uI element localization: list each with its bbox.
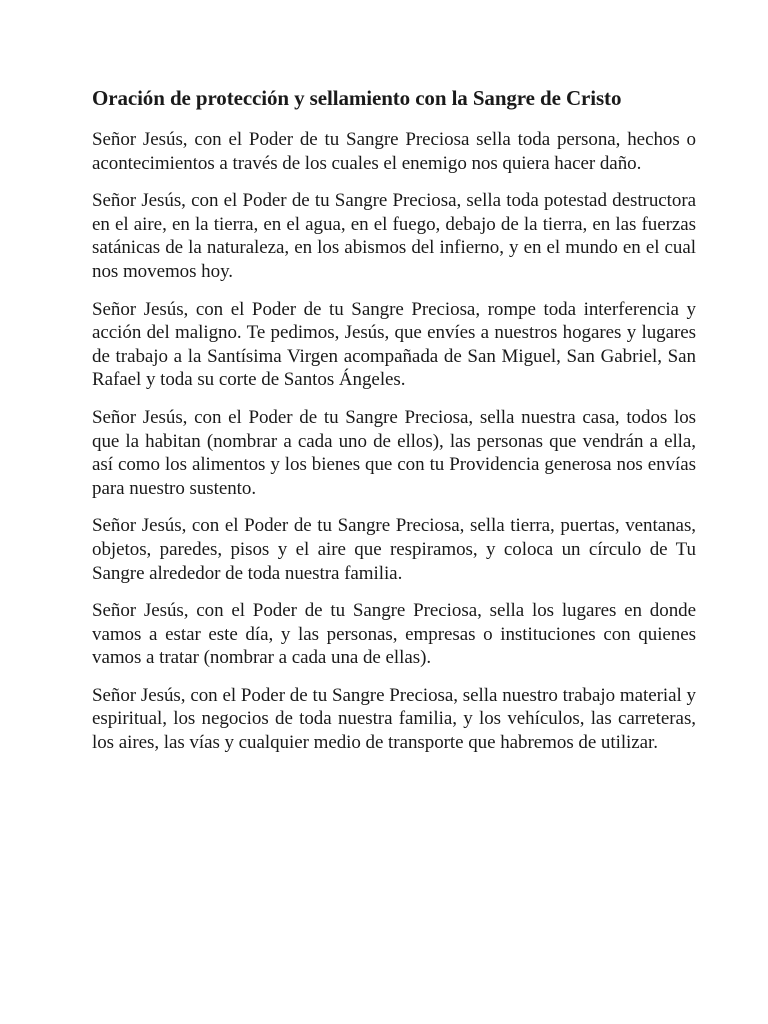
document-title: Oración de protección y sellamiento con la Sangre de Cristo bbox=[92, 86, 622, 110]
paragraph-4: Señor Jesús, con el Poder de tu Sangre Preciosa, sella nuestra casa, todos los que la habitan (nombrar a cada uno de ellos), las personas que vendrán a ella, así como los alimentos y los bienes que con tu Providencia generosa nos envías para nuestro sustento. bbox=[92, 406, 696, 499]
paragraph-1: Señor Jesús, con el Poder de tu Sangre Preciosa sella toda persona, hechos o acontecimientos a través de los cuales el enemigo nos quiera hacer daño. bbox=[92, 129, 696, 174]
paragraph-3: Señor Jesús, con el Poder de tu Sangre Preciosa, rompe toda interferencia y acción del maligno. Te pedimos, Jesús, que envíes a nuestros hogares y lugares de trabajo a la Santísima Virgen acompañada de San Miguel, San Gabriel, San Rafael y toda su corte de Santos Ángeles. bbox=[92, 298, 696, 391]
paragraph-5: Señor Jesús, con el Poder de tu Sangre Preciosa, sella tierra, puertas, ventanas, objetos, paredes, pisos y el aire que respiramos, y coloca un círculo de Tu Sangre alrededor de toda nuestra familia. bbox=[92, 515, 696, 584]
paragraph-6: Señor Jesús, con el Poder de tu Sangre Preciosa, sella los lugares en donde vamos a estar este día, y las personas, empresas o instituciones con quienes vamos a tratar (nombrar a cada una de ellas). bbox=[92, 600, 696, 669]
paragraph-2: Señor Jesús, con el Poder de tu Sangre Preciosa, sella toda potestad destructora en el aire, en la tierra, en el agua, en el fuego, debajo de la tierra, en las fuerzas satánicas de la naturaleza, en los abismos del infierno, y en el mundo en el cual nos movemos hoy. bbox=[92, 190, 696, 282]
paragraph-7: Señor Jesús, con el Poder de tu Sangre Preciosa, sella nuestro trabajo material y espiritual, los negocios de toda nuestra familia, y los vehículos, las carreteras, los aires, las vías y cualquier medio de transporte que habremos de utilizar. bbox=[92, 684, 696, 754]
